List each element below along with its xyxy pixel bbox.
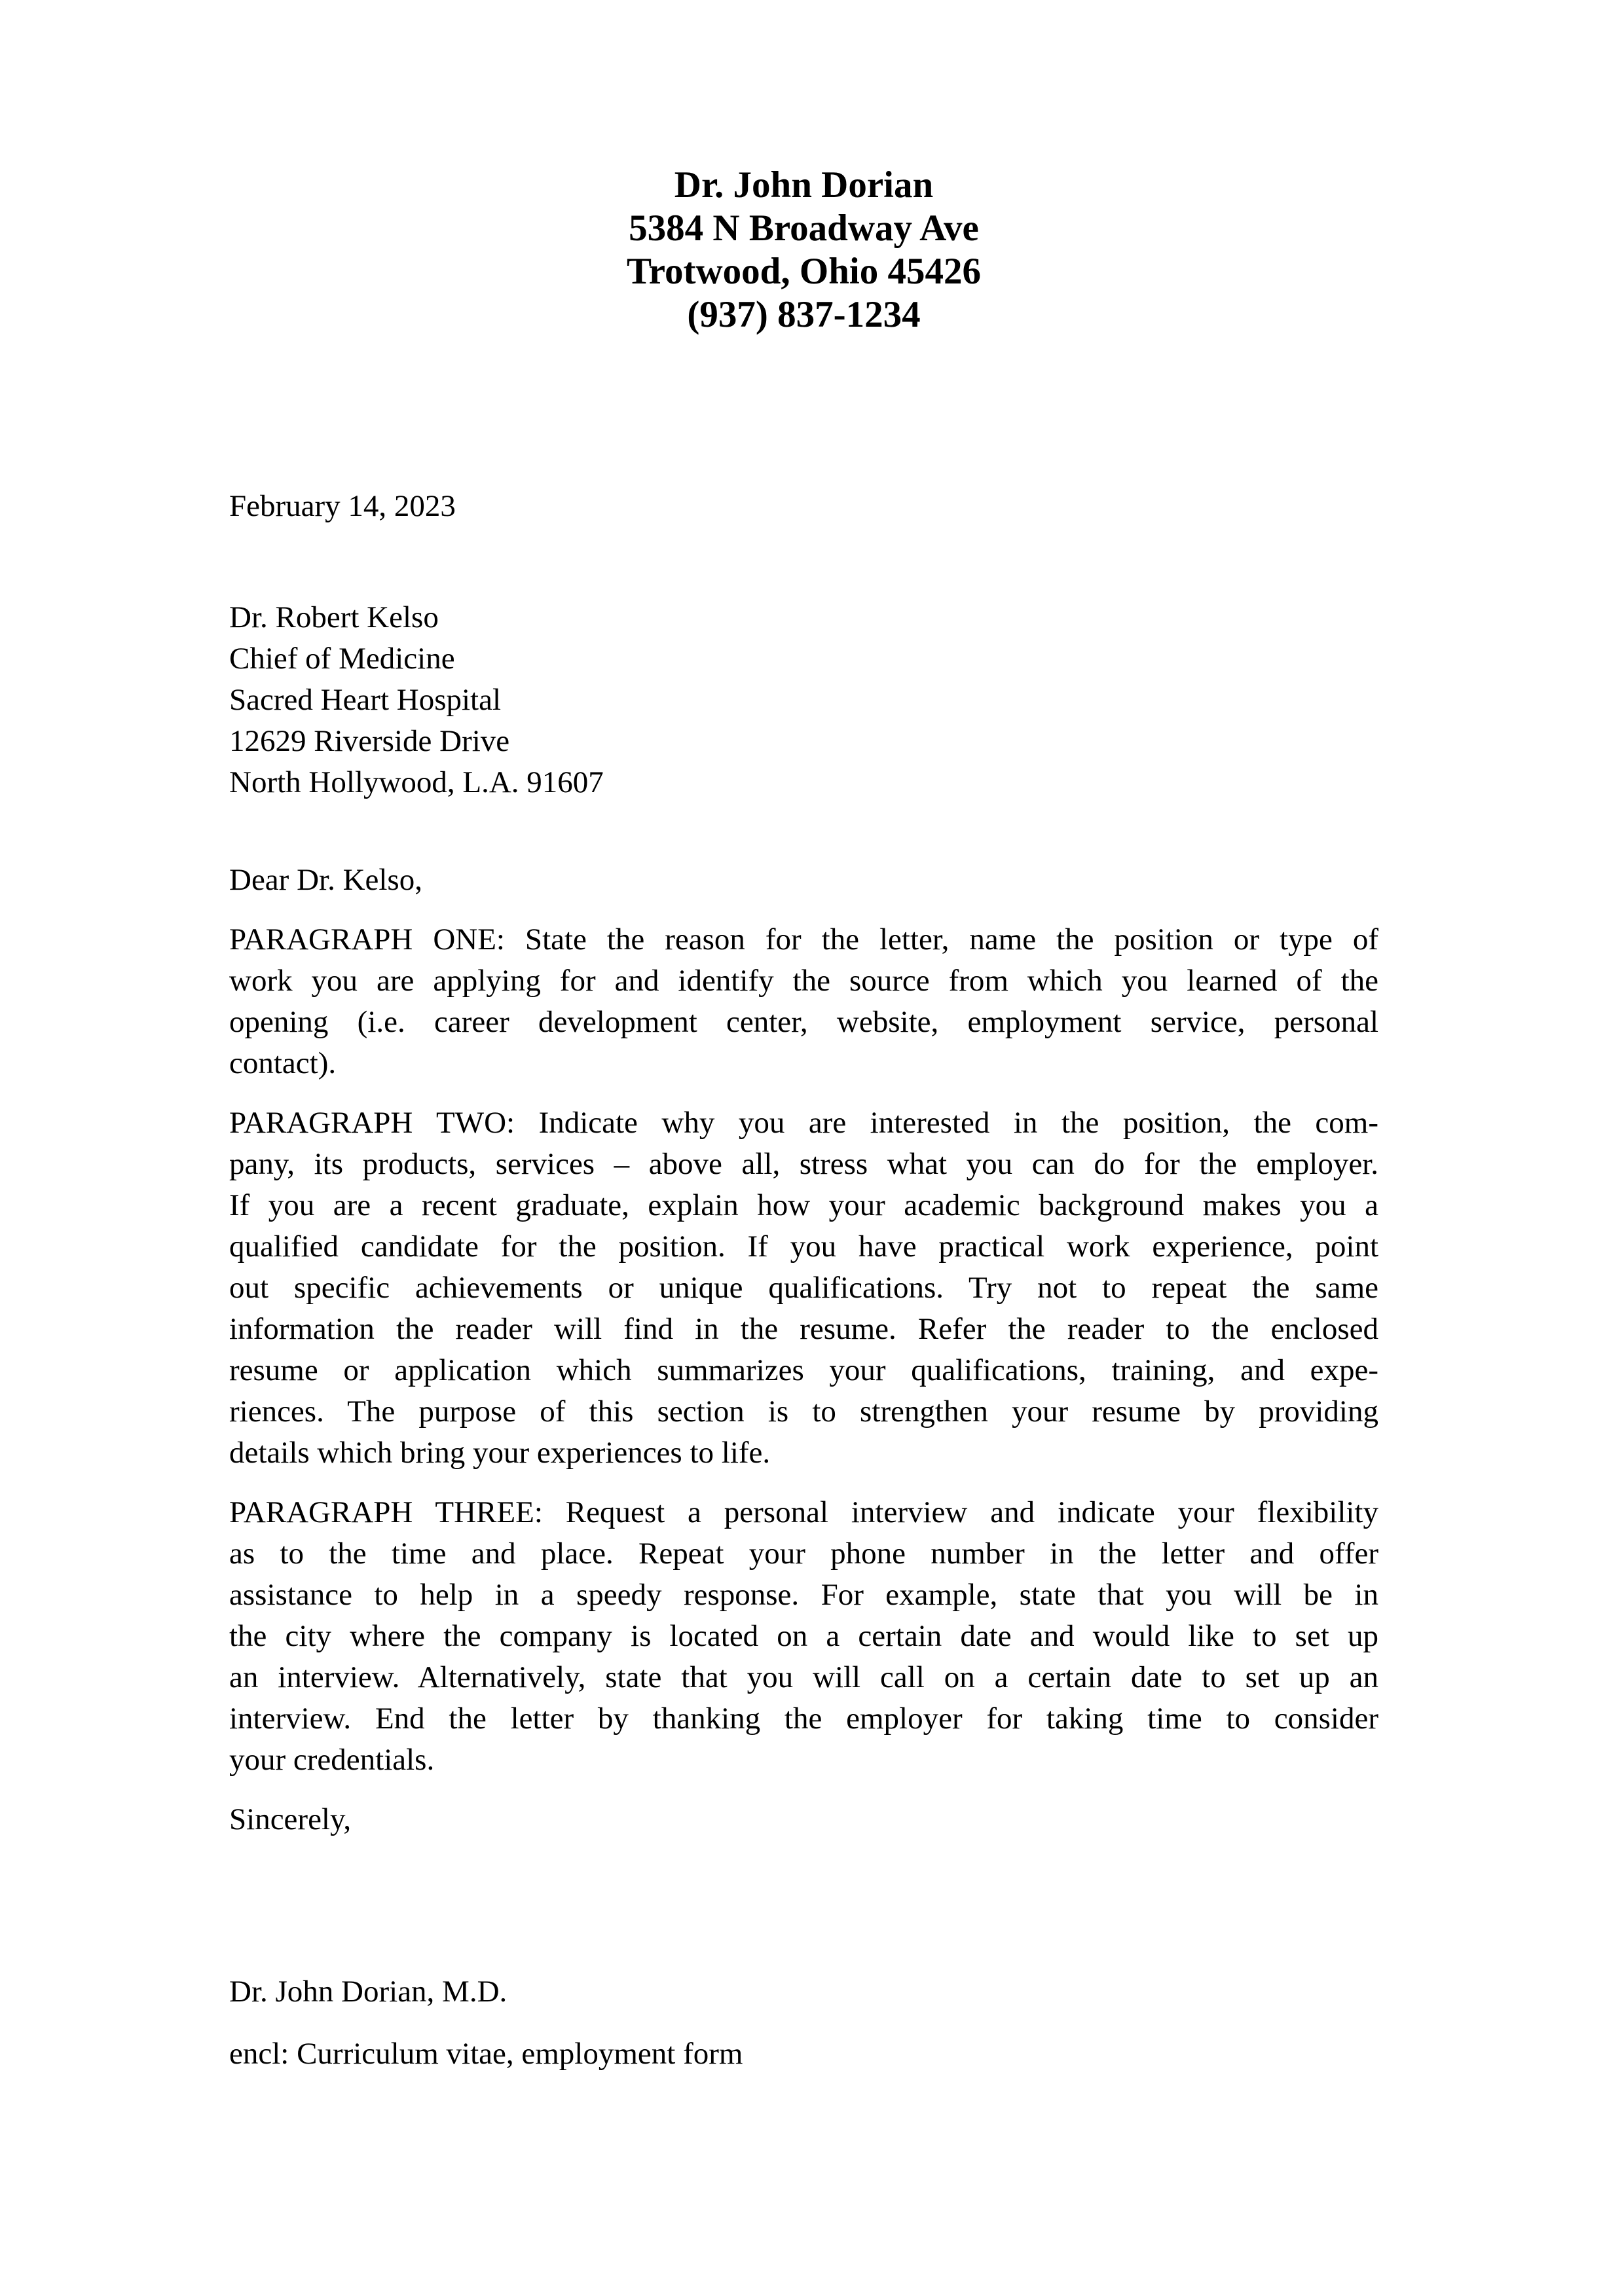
recipient-block [229,597,1378,803]
paragraph-line: assistance to help in a speedy response. For example, state that you will be in [229,1578,1378,1612]
paragraph-line: as to the time and place. Repeat your phone number in the letter and offer [229,1537,1378,1571]
paragraph-line: pany, its products, services – above all, stress what you can do for the employer. [229,1147,1378,1181]
paragraph-line: PARAGRAPH THREE: Request a personal interview and indicate your flexibility [229,1495,1378,1529]
sender-phone: (937) 837-1234 [687,294,921,335]
sender-address-line-2: Trotwood, Ohio 45426 [626,251,982,292]
paragraph-line: PARAGRAPH ONE: State the reason for the letter, name the position or type of [229,922,1378,957]
recipient-title: Chief of Medicine [229,642,455,676]
closing: Sincerely, [229,1802,352,1836]
paragraph-line: If you are a recent graduate, explain how your academic background makes you a [229,1188,1378,1222]
paragraph-line: work you are applying for and identify the source from which you learned of the [229,964,1378,998]
sender-name: Dr. John Dorian [674,164,934,206]
body-paragraph-one [229,919,1378,1084]
paragraph-line: contact). [229,1046,337,1080]
paragraph-line: details which bring your experiences to life. [229,1436,771,1470]
paragraph-line: the city where the company is located on a certain date and would like to set up [229,1619,1378,1653]
paragraph-line: an interview. Alternatively, state that you will call on a certain date to set up an [229,1660,1378,1694]
recipient-name: Dr. Robert Kelso [229,600,439,634]
body-paragraph-two [229,1102,1378,1474]
recipient-organization: Sacred Heart Hospital [229,683,502,717]
letter-date: February 14, 2023 [229,489,456,523]
paragraph-line: out specific achievements or unique qualifications. Try not to repeat the same [229,1271,1378,1305]
recipient-street: 12629 Riverside Drive [229,724,510,758]
paragraph-line: opening (i.e. career development center, website, employment service, personal [229,1005,1378,1039]
enclosure-note: encl: Curriculum vitae, employment form [229,2037,743,2071]
paragraph-line: resume or application which summarizes your qualifications, training, and expe- [229,1353,1378,1387]
recipient-city: North Hollywood, L.A. 91607 [229,765,604,799]
paragraph-line: qualified candidate for the position. If you have practical work experience, point [229,1230,1378,1264]
paragraph-line: your credentials. [229,1743,435,1777]
body-paragraph-three [229,1492,1378,1781]
paragraph-line: riences. The purpose of this section is to strengthen your resume by providing [229,1394,1378,1429]
letter-content [229,0,1378,2075]
signature-name: Dr. John Dorian, M.D. [229,1975,507,2009]
paragraph-line: information the reader will find in the resume. Refer the reader to the enclosed [229,1312,1378,1346]
paragraph-line: interview. End the letter by thanking the employer for taking time to consider [229,1702,1378,1736]
sender-block [229,0,1378,337]
salutation: Dear Dr. Kelso, [229,863,422,897]
sender-address-line-1: 5384 N Broadway Ave [629,208,979,249]
paragraph-line: PARAGRAPH TWO: Indicate why you are interested in the position, the com- [229,1106,1378,1140]
